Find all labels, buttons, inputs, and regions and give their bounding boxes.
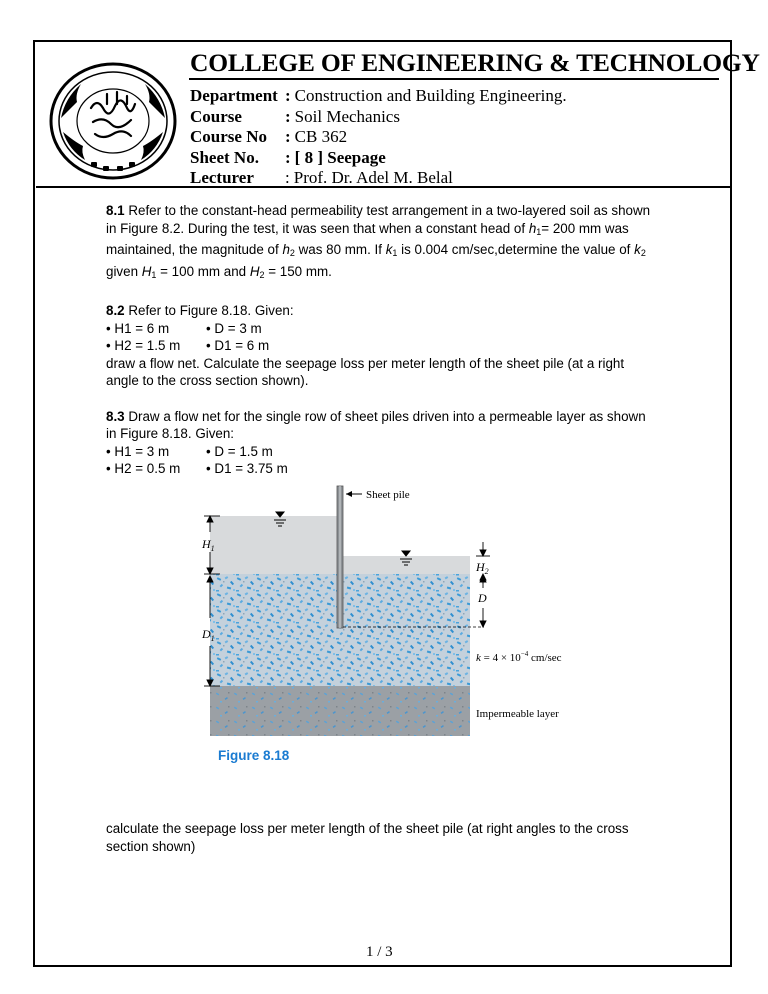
label-H1: $H_1$ — [202, 537, 215, 553]
given-value: • H2 = 1.5 m — [106, 338, 181, 354]
info-row-course — [190, 107, 567, 128]
problem-list — [106, 202, 656, 478]
problem-8-3 — [106, 408, 656, 443]
problem-number: 8.3 — [106, 408, 125, 424]
problem-number: 8.1 — [106, 203, 125, 218]
subscript: 2 — [259, 269, 265, 280]
impermeable-layer — [210, 686, 470, 736]
college-title: COLLEGE OF ENGINEERING & TECHNOLOGY — [190, 48, 760, 77]
problem-text: = 200 mm was maintained, the magnitude of — [106, 220, 629, 258]
info-separator: : — [285, 106, 291, 126]
symbol-h: h — [528, 220, 537, 236]
info-row-course-no — [190, 127, 567, 148]
symbol-H: H — [249, 263, 260, 279]
given-values — [106, 460, 656, 478]
info-key: Lecturer — [190, 168, 254, 187]
problem-8-3-question: calculate the seepage loss per meter length of the sheet pile (at right angles to the cross section shown) — [106, 821, 629, 854]
info-value: CB 362 — [294, 127, 348, 146]
given-values — [106, 320, 656, 338]
label-D: D — [478, 591, 487, 605]
given-values — [106, 337, 656, 355]
problem-8-2 — [106, 302, 656, 320]
problem-text: = 100 mm and — [156, 263, 250, 279]
title-underline — [189, 78, 719, 80]
problem-text: Refer to Figure 8.18. Given: — [124, 302, 294, 318]
info-value: [ 8 ] Seepage — [294, 147, 386, 167]
info-separator: : — [285, 147, 291, 167]
given-value: • H2 = 0.5 m — [106, 461, 181, 477]
figure-caption: Figure 8.18 — [218, 748, 290, 763]
subscript: 2 — [640, 248, 646, 259]
label-H2: $H_2$ — [476, 560, 489, 576]
permeability-label: $k = 4 \times 10^{-4}$ cm/sec — [476, 650, 562, 664]
info-row-department — [190, 86, 567, 107]
info-key: Course No — [190, 127, 267, 146]
symbol-k: k — [634, 242, 641, 258]
info-separator: : — [285, 86, 291, 105]
problem-text: Draw a flow net for the single row of sheet piles driven into a permeable layer as shown in Figure 8.18. Given: — [106, 408, 646, 442]
symbol-H: H — [141, 263, 152, 279]
problem-text: is 0.004 cm/sec,determine the value of — [397, 242, 635, 258]
university-seal-logo — [47, 60, 179, 182]
problem-text: Refer to the constant-head permeability test arrangement in a two-layered soil as shown in Figure 8.2. During the test, it was seen that when a constant head of — [106, 203, 651, 236]
subscript: 2 — [289, 248, 295, 259]
given-value: • H1 = 3 m — [106, 443, 170, 459]
symbol-h: h — [282, 242, 290, 258]
given-value: • D1 = 6 m — [206, 338, 270, 354]
given-value: • D = 3 m — [206, 320, 262, 336]
problem-text: was 80 mm. If — [294, 242, 386, 258]
info-value: Soil Mechanics — [294, 106, 400, 126]
problem-text: draw a flow net. Calculate the seepage loss per meter length of the sheet pile (at a right angle to the cross section shown). — [106, 355, 625, 389]
water-upstream — [210, 516, 342, 574]
given-value: • D = 1.5 m — [206, 443, 273, 459]
info-separator: : — [285, 127, 291, 146]
problem-text: given — [106, 263, 142, 279]
info-separator: : — [285, 168, 290, 187]
symbol-k: k — [385, 242, 393, 258]
given-value: • H1 = 6 m — [106, 320, 170, 336]
subscript: 1 — [392, 248, 398, 259]
label-D1: $D_1$ — [202, 627, 215, 643]
impermeable-label: Impermeable layer — [476, 708, 559, 720]
info-value: Prof. Dr. Adel M. Belal — [293, 168, 453, 187]
course-info — [190, 86, 567, 189]
info-key: Course — [190, 106, 242, 126]
info-row-sheet-no — [190, 148, 567, 169]
info-key: Department — [190, 86, 278, 105]
info-value: Construction and Building Engineering. — [294, 86, 567, 105]
subscript: 1 — [536, 226, 542, 237]
info-key: Sheet No. — [190, 147, 259, 167]
problem-text: = 150 mm. — [264, 263, 332, 279]
problem-number: 8.2 — [106, 302, 125, 318]
header-divider — [36, 186, 730, 188]
given-value: • D1 = 3.75 m — [206, 461, 288, 477]
sheet-pile-label: Sheet pile — [366, 489, 410, 501]
subscript: 1 — [151, 269, 157, 280]
sheet-pile-figure — [196, 480, 600, 770]
given-values — [106, 443, 656, 461]
problem-8-1 — [106, 202, 656, 284]
page-number: 1 / 3 — [366, 944, 393, 960]
